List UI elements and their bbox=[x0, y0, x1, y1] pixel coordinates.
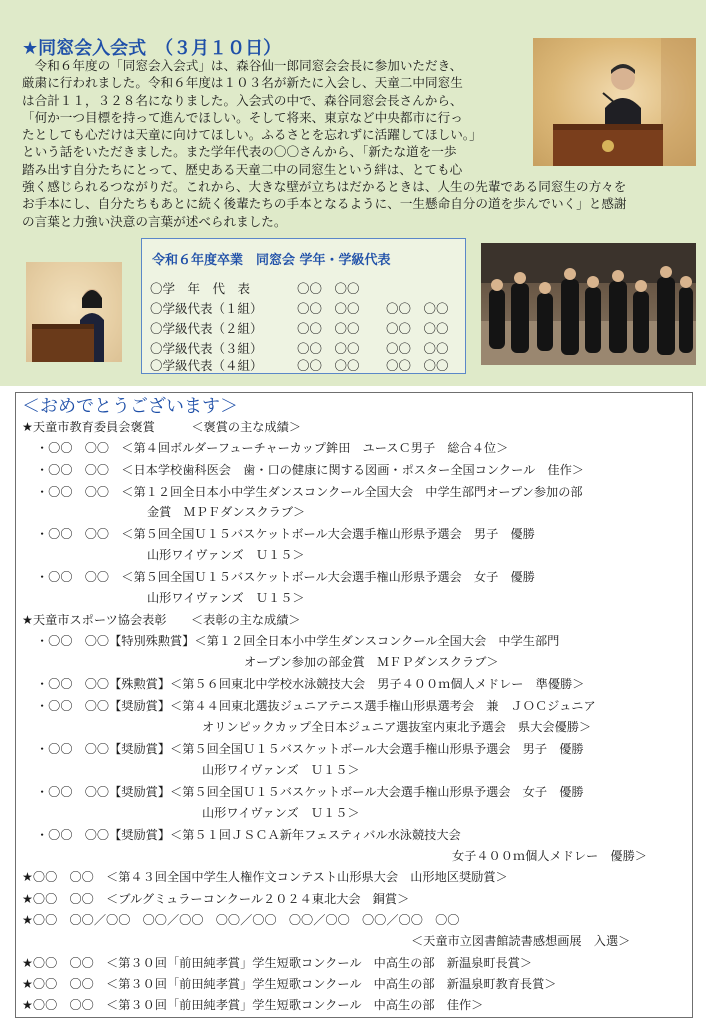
award-line-cont: 山形ワイヴァンズ Ｕ１５＞ bbox=[202, 763, 360, 777]
award-line-cont: 山形ワイヴァンズ Ｕ１５＞ bbox=[147, 548, 305, 562]
alumni-paragraph bbox=[22, 57, 686, 230]
rep-label: 〇学 年 代 表 bbox=[150, 281, 251, 296]
rep-name-1: 〇〇 〇〇 bbox=[297, 358, 360, 373]
alumni-ceremony-title: ★同窓会入会式 （３月１０日） bbox=[22, 38, 282, 59]
congratulations-title: ＜おめでとうございます＞ bbox=[22, 396, 238, 417]
paragraph-line: 令和６年度の「同窓会入会式」は、森谷仙一郎同窓会会長に参加いただき、 bbox=[22, 58, 463, 73]
rep-label: 〇学級代表（２組） bbox=[150, 321, 263, 336]
award-line: ・〇〇 〇〇 ＜第４回ボルダーフューチャーカップ鉾田 ユースＣ男子 総合４位＞ bbox=[36, 441, 509, 455]
award-line: ★〇〇 〇〇／〇〇 〇〇／〇〇 〇〇／〇〇 〇〇／〇〇 〇〇／〇〇 〇〇 bbox=[22, 913, 460, 927]
rep-label: 〇学級代表（１組） bbox=[150, 301, 263, 316]
award-line: ★〇〇 〇〇 ＜第３０回「前田純孝賞」学生短歌コンクール 中高生の部 新温泉町教育長賞＞ bbox=[22, 977, 557, 991]
award-line-cont: 女子４００ｍ個人メドレー 優勝＞ bbox=[452, 849, 647, 863]
rep-name-2: 〇〇 〇〇 bbox=[386, 301, 449, 316]
paragraph-line: 厳粛に行われました。令和６年度は１０３名が新たに入会し、天童二中同窓生 bbox=[22, 75, 463, 91]
paragraph-line: お手本にし、自分たちもあとに続く後輩たちの手本となるように、一生懸命自分の道を歩んでいく」と感謝 bbox=[22, 196, 627, 212]
rep-name-2: 〇〇 〇〇 bbox=[386, 358, 449, 373]
award-line-cont: オリンピックカップ全日本ジュニア選抜室内東北予選会 県大会優勝＞ bbox=[202, 720, 592, 734]
award-heading: ★天童市スポーツ協会表彰 ＜表彰の主な成績＞ bbox=[22, 613, 301, 627]
representatives-box bbox=[141, 238, 466, 374]
award-line: ・〇〇 〇〇 ＜第１２回全日本小中学生ダンスコンクール全国大会 中学生部門オープン参加の部 bbox=[36, 485, 583, 499]
rep-name-1: 〇〇 〇〇 bbox=[297, 321, 360, 336]
award-line: ★〇〇 〇〇 ＜第４３回全国中学生人権作文コンテスト山形県大会 山形地区奨励賞＞ bbox=[22, 870, 508, 884]
award-line-cont: 山形ワイヴァンズ Ｕ１５＞ bbox=[147, 591, 305, 605]
award-line-cont: オープン参加の部金賞 ＭＦＰダンスクラブ＞ bbox=[244, 655, 499, 669]
award-line: ・〇〇 〇〇【奨励賞】＜第４４回東北選抜ジュニアテニス選手権山形県選考会 兼 ＪＯＣジュニア bbox=[36, 699, 596, 713]
paragraph-line: 踏み出す自分たちにとって、歴史ある天童二中の同窓生という絆は、とても心 bbox=[22, 161, 463, 177]
paragraph-line: 「何か一つ目標を持って進んでほしい。そして将来、東京など中央都市に行っ bbox=[22, 109, 463, 125]
award-line: ・〇〇 〇〇【奨励賞】＜第５回全国Ｕ１５バスケットボール大会選手権山形県予選会 男子 優勝 bbox=[36, 742, 584, 756]
representatives-title: 令和６年度卒業 同窓会 学年・学級代表 bbox=[152, 253, 391, 268]
award-line: ・〇〇 〇〇 ＜第５回全国Ｕ１５バスケットボール大会選手権山形県予選会 男子 優勝 bbox=[36, 527, 535, 541]
paragraph-line: たとしても心だけは天童に向けてほしい。ふるさとを忘れずに活躍してほしい。」 bbox=[22, 127, 482, 143]
student-illustration bbox=[26, 262, 122, 362]
award-line: ・〇〇 〇〇【奨励賞】＜第５回全国Ｕ１５バスケットボール大会選手権山形県予選会 女子 優勝 bbox=[36, 785, 584, 799]
award-line-cont: ＜天童市立図書館読書感想画展 入選＞ bbox=[411, 934, 631, 948]
award-line: ・〇〇 〇〇【殊勲賞】＜第５６回東北中学校水泳競技大会 男子４００ｍ個人メドレー 準優勝＞ bbox=[36, 677, 585, 691]
award-line-cont: 金賞 ＭＰＦダンスクラブ＞ bbox=[147, 505, 306, 519]
award-line: ★〇〇 〇〇 ＜第３０回「前田純孝賞」学生短歌コンクール 中高生の部 新温泉町長賞＞ bbox=[22, 956, 533, 970]
rep-name-1: 〇〇 〇〇 bbox=[297, 301, 360, 316]
paragraph-line: 強く感じられるつながりだ。これから、大きな壁が立ちはだかるときは、人生の先輩である同窓生の方々を bbox=[22, 179, 627, 195]
award-line: ★〇〇 〇〇 ＜ブルグミュラーコンクール２０２４東北大会 銅賞＞ bbox=[22, 892, 410, 906]
award-line-cont: 山形ワイヴァンズ Ｕ１５＞ bbox=[202, 806, 360, 820]
paragraph-line: は合計１１，３２８名になりました。入会式の中で、森谷同窓会長さんから、 bbox=[22, 92, 463, 108]
photo-students-in-gym bbox=[481, 243, 696, 365]
photo-student-speech bbox=[26, 262, 122, 362]
award-line: ★〇〇 〇〇 ＜第３０回「前田純孝賞」学生短歌コンクール 中高生の部 佳作＞ bbox=[22, 998, 484, 1012]
award-line: ・〇〇 〇〇【特別殊勲賞】＜第１２回全日本小中学生ダンスコンクール全国大会 中学生部門 bbox=[36, 634, 560, 648]
award-line: ・〇〇 〇〇【奨励賞】＜第５１回ＪＳＣＡ新年フェスティバル水泳競技大会 bbox=[36, 828, 461, 842]
paragraph-line: の言葉と力強い決意の言葉が述べられました。 bbox=[22, 213, 287, 229]
rep-name-2: 〇〇 〇〇 bbox=[386, 341, 449, 356]
rep-name-1: 〇〇 〇〇 bbox=[297, 281, 360, 296]
students-illustration bbox=[481, 243, 696, 365]
rep-label: 〇学級代表（４組） bbox=[150, 358, 263, 373]
award-heading: ★天童市教育委員会褒賞 ＜褒賞の主な成績＞ bbox=[22, 420, 302, 434]
award-line: ・〇〇 〇〇 ＜第５回全国Ｕ１５バスケットボール大会選手権山形県予選会 女子 優勝 bbox=[36, 570, 535, 584]
rep-name-2: 〇〇 〇〇 bbox=[386, 321, 449, 336]
rep-label: 〇学級代表（３組） bbox=[150, 341, 263, 356]
paragraph-line: という話をいただきました。また学年代表の〇〇さんから、「新たな道を一歩 bbox=[22, 144, 457, 160]
award-line: ・〇〇 〇〇 ＜日本学校歯科医会 歯・口の健康に関する図画・ポスター全国コンクール 佳作＞ bbox=[36, 463, 584, 477]
rep-name-1: 〇〇 〇〇 bbox=[297, 341, 360, 356]
